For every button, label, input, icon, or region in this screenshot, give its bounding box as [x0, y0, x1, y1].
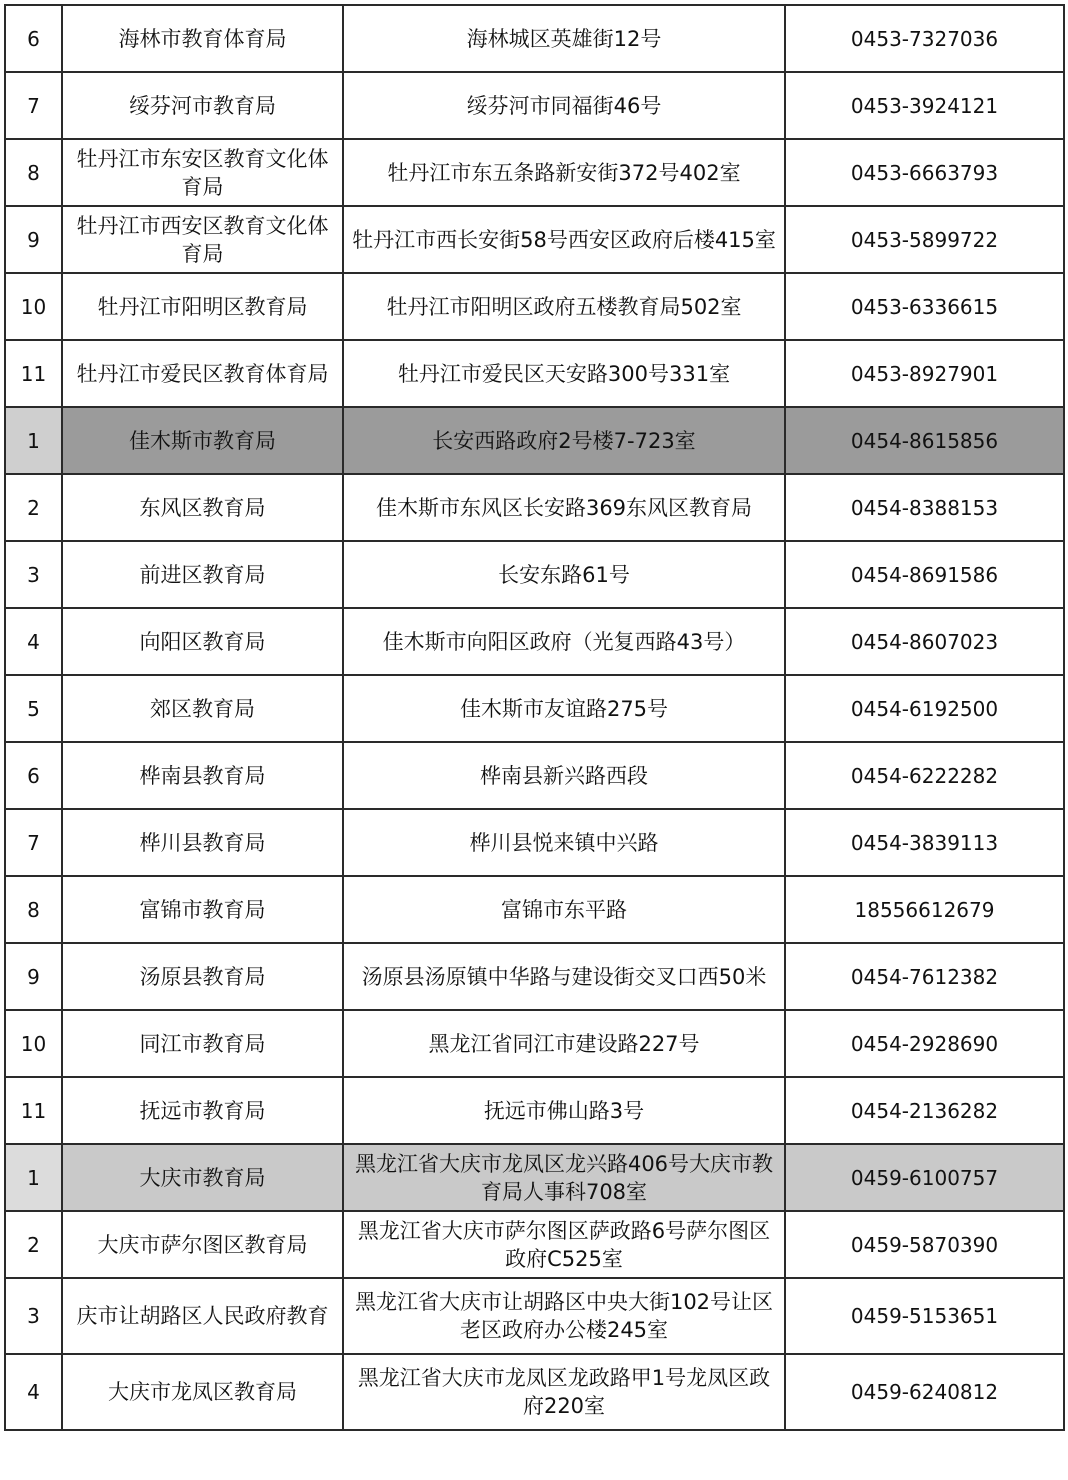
- table-body: [5, 5, 1064, 1430]
- table-row: [5, 1354, 1064, 1430]
- bureau-name: 绥芬河市教育局: [62, 72, 343, 139]
- table-row: [5, 876, 1064, 943]
- row-number: 2: [5, 474, 62, 541]
- row-number: 5: [5, 675, 62, 742]
- row-number: 11: [5, 340, 62, 407]
- bureau-phone: 0454-8615856: [785, 407, 1064, 474]
- row-number: 4: [5, 1354, 62, 1430]
- table-row: [5, 1010, 1064, 1077]
- row-number: 1: [5, 407, 62, 474]
- row-number: 11: [5, 1077, 62, 1144]
- row-number: 7: [5, 72, 62, 139]
- table-row: [5, 273, 1064, 340]
- bureau-address: 黑龙江省大庆市萨尔图区萨政路6号萨尔图区政府C525室: [343, 1211, 785, 1278]
- bureau-address: 桦南县新兴路西段: [343, 742, 785, 809]
- bureau-phone: 0459-5153651: [785, 1278, 1064, 1354]
- bureau-phone: 0453-3924121: [785, 72, 1064, 139]
- bureau-phone: 0459-6240812: [785, 1354, 1064, 1430]
- row-number: 2: [5, 1211, 62, 1278]
- bureau-name: 富锦市教育局: [62, 876, 343, 943]
- table-row: [5, 206, 1064, 273]
- bureau-phone: 0459-5870390: [785, 1211, 1064, 1278]
- bureau-address: 长安西路政府2号楼7-723室: [343, 407, 785, 474]
- table-row: [5, 809, 1064, 876]
- table-row-highlighted: [5, 407, 1064, 474]
- table-row: [5, 541, 1064, 608]
- bureau-name: 汤原县教育局: [62, 943, 343, 1010]
- row-number: 9: [5, 206, 62, 273]
- bureau-address: 佳木斯市东风区长安路369东风区教育局: [343, 474, 785, 541]
- table-row: [5, 5, 1064, 72]
- bureau-phone: 0454-2928690: [785, 1010, 1064, 1077]
- row-number: 4: [5, 608, 62, 675]
- bureau-phone: 0453-6336615: [785, 273, 1064, 340]
- bureau-name: 牡丹江市西安区教育文化体育局: [62, 206, 343, 273]
- bureau-name: 桦川县教育局: [62, 809, 343, 876]
- bureau-address: 汤原县汤原镇中华路与建设街交叉口西50米: [343, 943, 785, 1010]
- bureau-name: 庆市让胡路区人民政府教育: [62, 1278, 343, 1354]
- bureau-address: 牡丹江市爱民区天安路300号331室: [343, 340, 785, 407]
- bureau-phone: 0454-6192500: [785, 675, 1064, 742]
- table-row: [5, 608, 1064, 675]
- bureau-address: 牡丹江市东五条路新安街372号402室: [343, 139, 785, 206]
- row-number: 7: [5, 809, 62, 876]
- row-number: 6: [5, 5, 62, 72]
- bureau-phone: 18556612679: [785, 876, 1064, 943]
- bureau-address: 牡丹江市阳明区政府五楼教育局502室: [343, 273, 785, 340]
- bureau-name: 牡丹江市阳明区教育局: [62, 273, 343, 340]
- bureau-phone: 0454-8607023: [785, 608, 1064, 675]
- bureau-name: 郊区教育局: [62, 675, 343, 742]
- table-row: [5, 943, 1064, 1010]
- bureau-address: 黑龙江省大庆市龙凤区龙兴路406号大庆市教育局人事科708室: [343, 1144, 785, 1211]
- bureau-address: 佳木斯市向阳区政府（光复西路43号）: [343, 608, 785, 675]
- bureau-name: 佳木斯市教育局: [62, 407, 343, 474]
- bureau-name: 东风区教育局: [62, 474, 343, 541]
- bureau-phone: 0453-7327036: [785, 5, 1064, 72]
- bureau-name: 大庆市萨尔图区教育局: [62, 1211, 343, 1278]
- bureau-address: 佳木斯市友谊路275号: [343, 675, 785, 742]
- table-row: [5, 1278, 1064, 1354]
- row-number: 6: [5, 742, 62, 809]
- bureau-name: 牡丹江市爱民区教育体育局: [62, 340, 343, 407]
- bureau-name: 同江市教育局: [62, 1010, 343, 1077]
- bureau-address: 海林城区英雄街12号: [343, 5, 785, 72]
- education-bureau-table: [4, 4, 1065, 1431]
- bureau-address: 桦川县悦来镇中兴路: [343, 809, 785, 876]
- bureau-name: 抚远市教育局: [62, 1077, 343, 1144]
- bureau-name: 前进区教育局: [62, 541, 343, 608]
- bureau-phone: 0453-8927901: [785, 340, 1064, 407]
- bureau-name: 海林市教育体育局: [62, 5, 343, 72]
- bureau-phone: 0454-6222282: [785, 742, 1064, 809]
- bureau-address: 黑龙江省大庆市让胡路区中央大街102号让区老区政府办公楼245室: [343, 1278, 785, 1354]
- table-row: [5, 72, 1064, 139]
- table-row: [5, 1077, 1064, 1144]
- row-number: 3: [5, 541, 62, 608]
- bureau-address: 绥芬河市同福街46号: [343, 72, 785, 139]
- bureau-phone: 0454-2136282: [785, 1077, 1064, 1144]
- bureau-address: 黑龙江省大庆市龙凤区龙政路甲1号龙凤区政府220室: [343, 1354, 785, 1430]
- bureau-address: 黑龙江省同江市建设路227号: [343, 1010, 785, 1077]
- bureau-phone: 0454-8691586: [785, 541, 1064, 608]
- row-number: 9: [5, 943, 62, 1010]
- bureau-name: 牡丹江市东安区教育文化体育局: [62, 139, 343, 206]
- table-row: [5, 675, 1064, 742]
- row-number: 8: [5, 139, 62, 206]
- bureau-name: 大庆市龙凤区教育局: [62, 1354, 343, 1430]
- table-row: [5, 742, 1064, 809]
- bureau-phone: 0454-8388153: [785, 474, 1064, 541]
- table-row: [5, 1211, 1064, 1278]
- bureau-name: 桦南县教育局: [62, 742, 343, 809]
- bureau-phone: 0454-7612382: [785, 943, 1064, 1010]
- row-number: 1: [5, 1144, 62, 1211]
- table-row: [5, 474, 1064, 541]
- table-row: [5, 340, 1064, 407]
- bureau-phone: 0453-5899722: [785, 206, 1064, 273]
- bureau-name: 向阳区教育局: [62, 608, 343, 675]
- bureau-phone: 0453-6663793: [785, 139, 1064, 206]
- bureau-name: 大庆市教育局: [62, 1144, 343, 1211]
- bureau-address: 富锦市东平路: [343, 876, 785, 943]
- row-number: 3: [5, 1278, 62, 1354]
- bureau-phone: 0454-3839113: [785, 809, 1064, 876]
- bureau-phone: 0459-6100757: [785, 1144, 1064, 1211]
- row-number: 10: [5, 1010, 62, 1077]
- table-row-highlighted: [5, 1144, 1064, 1211]
- row-number: 10: [5, 273, 62, 340]
- bureau-address: 牡丹江市西长安街58号西安区政府后楼415室: [343, 206, 785, 273]
- row-number: 8: [5, 876, 62, 943]
- table-row: [5, 139, 1064, 206]
- bureau-address: 抚远市佛山路3号: [343, 1077, 785, 1144]
- bureau-address: 长安东路61号: [343, 541, 785, 608]
